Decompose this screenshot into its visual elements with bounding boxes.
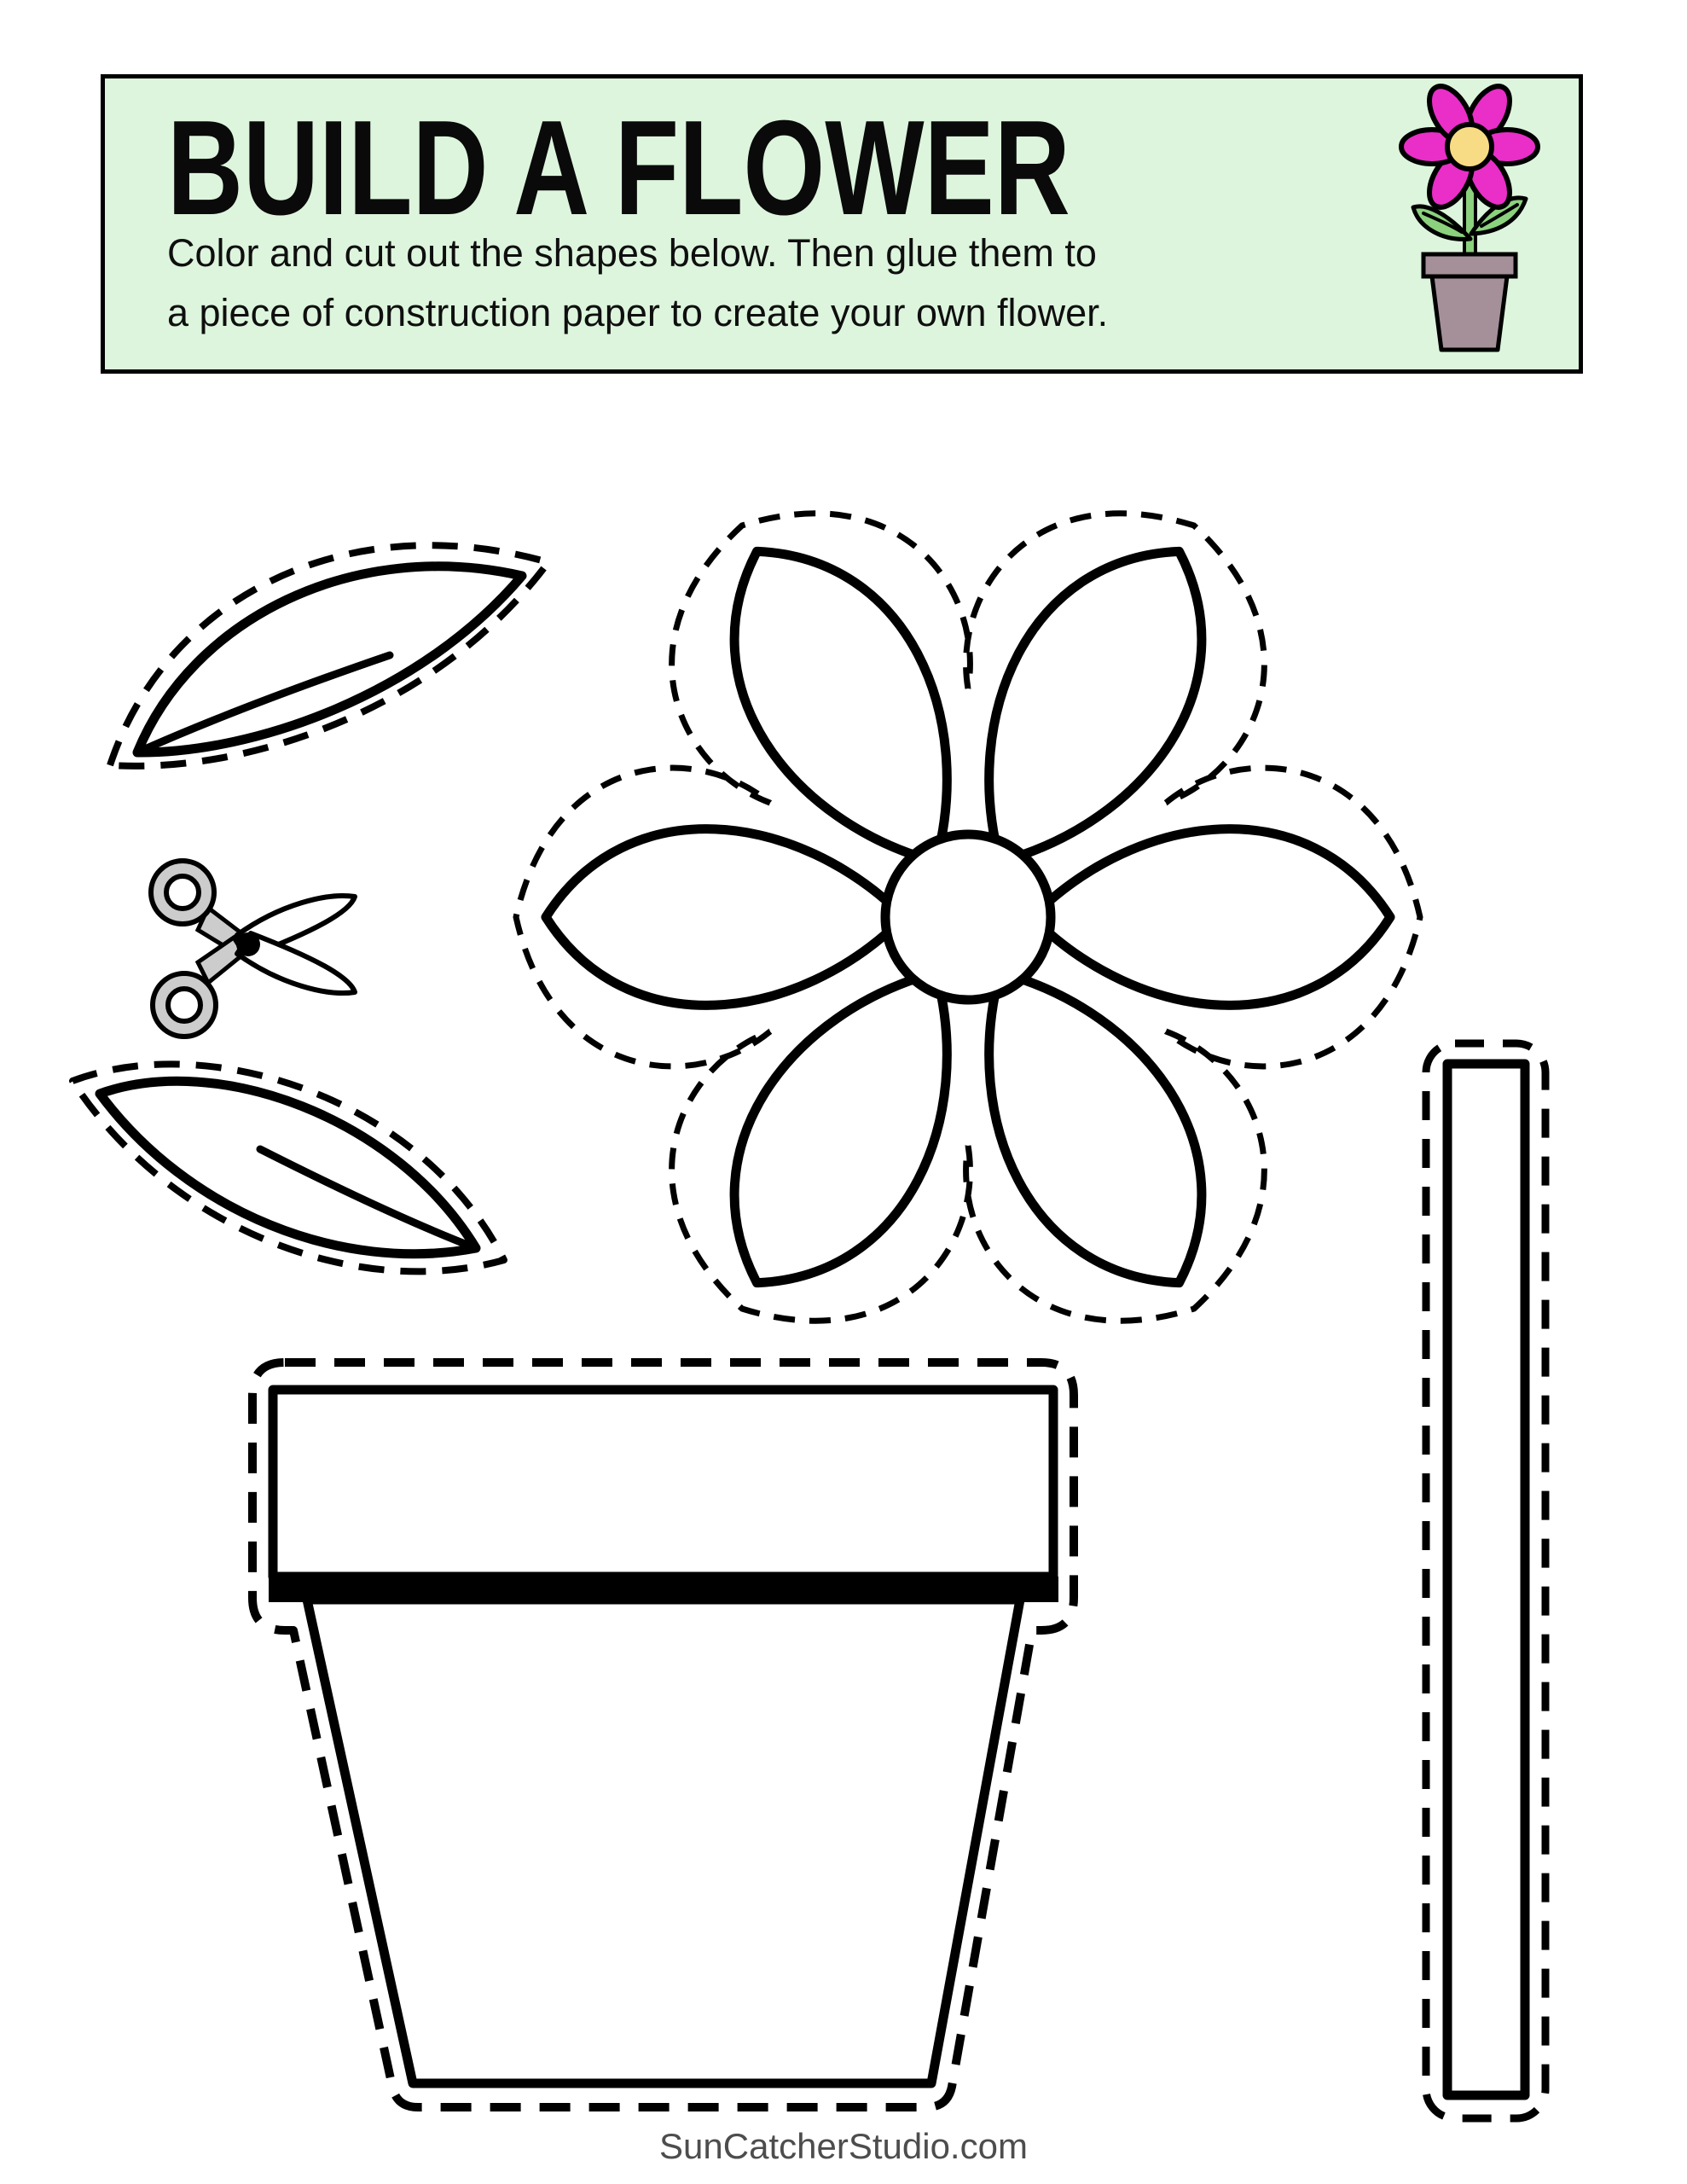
flower-center xyxy=(885,834,1051,1000)
pot-rim-bar xyxy=(269,1577,1058,1602)
daisy-flower-cutout xyxy=(512,461,1441,1378)
scissors-icon xyxy=(136,853,375,1049)
illustration-flower-center xyxy=(1447,125,1492,169)
flower-pot-illustration xyxy=(1379,78,1558,364)
page-title: BUILD A FLOWER xyxy=(167,93,1070,243)
footer-credit: SunCatcherStudio.com xyxy=(659,2126,1028,2166)
pot-rim-outline xyxy=(273,1390,1053,1577)
stem-cutout xyxy=(1416,1032,1561,2133)
pot-cutout xyxy=(239,1348,1100,2133)
stem-outline xyxy=(1447,1064,1525,2095)
scissors-handle-hole xyxy=(166,876,199,909)
illustration-pot-body xyxy=(1432,276,1507,350)
instruction-line-2: a piece of construction paper to create your own flower. xyxy=(167,291,1109,334)
leaf-cutout-bottom xyxy=(60,1045,520,1301)
instruction-line-1: Color and cut out the shapes below. Then glue them to xyxy=(167,231,1097,275)
illustration-pot-rim xyxy=(1423,254,1516,276)
instructions xyxy=(167,224,1108,343)
leaf-cutout-top xyxy=(72,499,559,781)
scissors-handle-hole xyxy=(168,989,200,1021)
flower-petal xyxy=(546,829,904,1006)
pot-body-outline xyxy=(307,1600,1020,2083)
flower-petal xyxy=(1032,829,1390,1006)
scissors-pivot xyxy=(236,932,260,956)
